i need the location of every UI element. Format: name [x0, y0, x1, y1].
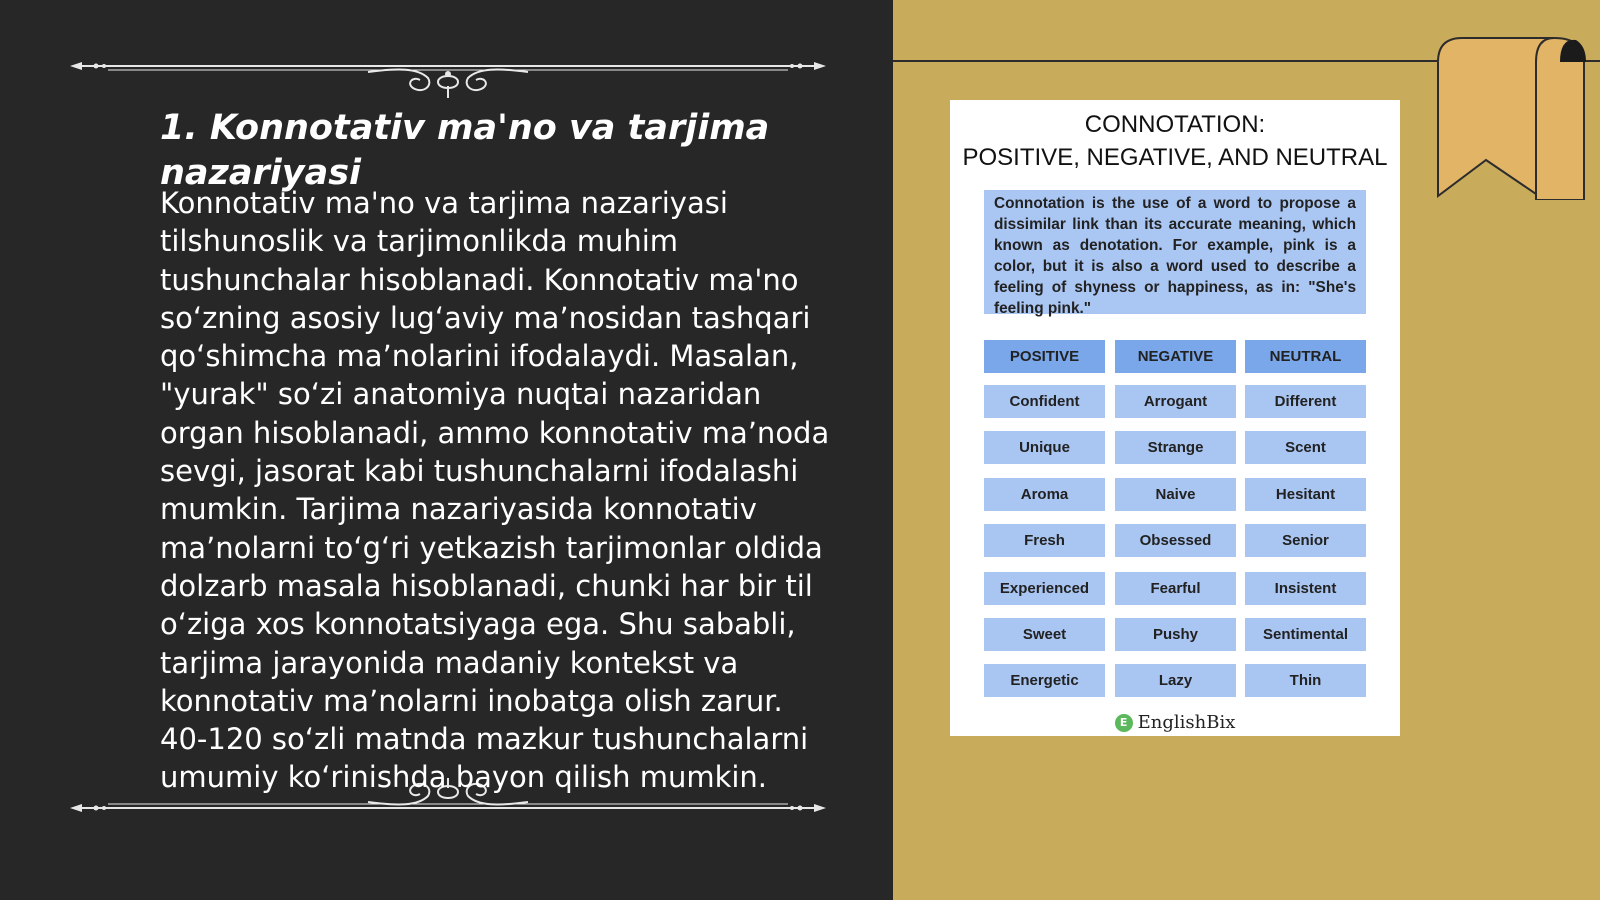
infographic-description: Connotation is the use of a word to propose a dissimilar link than its accurate meaning, which known as denotation. For example, pink is a color, but it is also a word used to describe a feeling of shyness or happiness, as in: "She's feeling pink." [984, 190, 1366, 314]
infographic-title-line2: POSITIVE, NEGATIVE, AND NEUTRAL [962, 144, 1388, 171]
slide-title: 1. Konnotativ ma'no va tarjima nazariyasi [160, 108, 770, 193]
word-cell: Sweet [984, 618, 1105, 651]
header-neutral: NEUTRAL [1245, 340, 1366, 373]
word-cell: Unique [984, 431, 1105, 464]
bookmark-ribbon [1436, 36, 1586, 200]
word-cell: Confident [984, 385, 1105, 418]
word-cell: Obsessed [1115, 524, 1236, 557]
word-cell: Insistent [1245, 572, 1366, 605]
word-cell: Scent [1245, 431, 1366, 464]
word-cell: Pushy [1115, 618, 1236, 651]
englishbix-logo-icon: E [1115, 714, 1133, 732]
word-cell: Sentimental [1245, 618, 1366, 651]
brand-footer [950, 712, 1400, 733]
word-cell: Senior [1245, 524, 1366, 557]
word-cell: Strange [1115, 431, 1236, 464]
word-cell: Arrogant [1115, 385, 1236, 418]
header-negative: NEGATIVE [1115, 340, 1236, 373]
word-cell: Fresh [984, 524, 1105, 557]
word-cell: Thin [1245, 664, 1366, 697]
word-cell: Lazy [1115, 664, 1236, 697]
word-cell: Fearful [1115, 572, 1236, 605]
brand-name: EnglishBix [1137, 712, 1236, 733]
slide-body-text: Konnotativ ma'no va tarjima nazariyasi tilshunoslik va tarjimonlikda muhim tushunchalar hisoblanadi. Konnotativ ma'no so‘zning asosiy lug‘aviy ma’nosidan tashqari qo‘shimcha ma’nolarini ifodalaydi. Masalan, "yurak" so‘zi anatomiya nuqtai nazaridan organ hisoblanadi, ammo konnotativ ma’noda sevgi, jasorat kabi tushunchalarni ifodalashi mumkin. Tarjima nazariyasida konnotativ ma’nolarni to‘g‘ri yetkazish tarjimonlar oldida dolzarb masala hisoblanadi, chunki har bir til o‘ziga xos konnotatsiyaga ega. Shu sababli, tarjima jarayonida madaniy kontekst va konnotativ ma’nolarni inobatga olish zarur. 40-120 so‘zli matnda mazkur tushunchalarni umumiy ko‘rinishda bayon qilish mumkin. [160, 186, 830, 795]
word-cell: Energetic [984, 664, 1105, 697]
word-cell: Naive [1115, 478, 1236, 511]
header-positive: POSITIVE [984, 340, 1105, 373]
word-cell: Hesitant [1245, 478, 1366, 511]
connotation-infographic [950, 100, 1400, 736]
word-cell: Different [1245, 385, 1366, 418]
word-cell: Experienced [984, 572, 1105, 605]
top-ornament-divider [68, 38, 828, 98]
word-cell: Aroma [984, 478, 1105, 511]
infographic-title [950, 108, 1400, 174]
infographic-title-line1: CONNOTATION: [1084, 111, 1266, 138]
